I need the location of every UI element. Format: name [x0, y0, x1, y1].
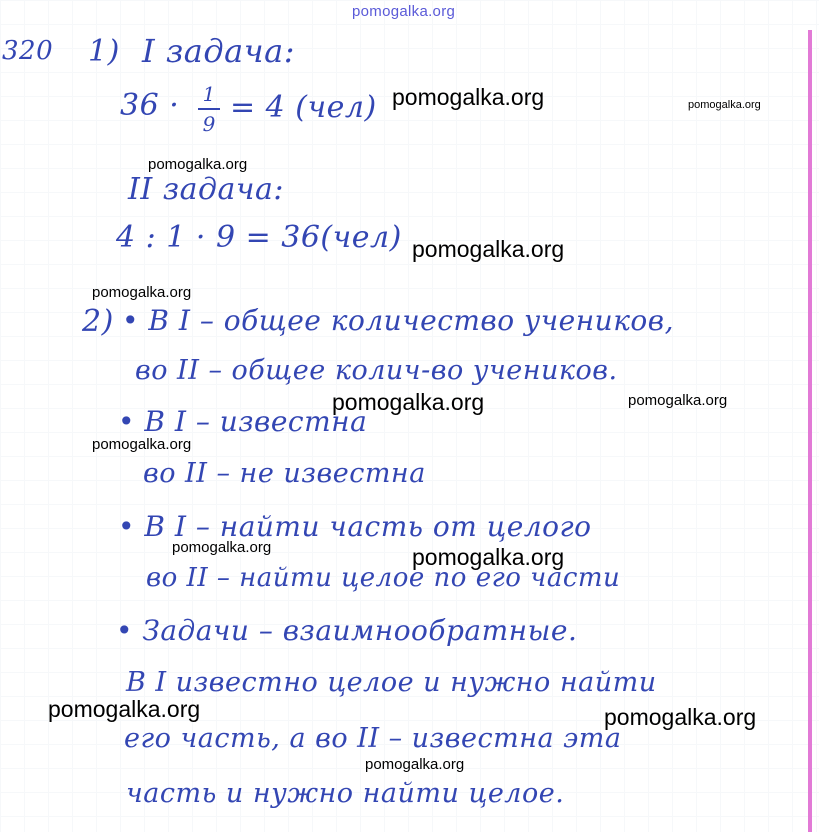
part2-line6: во II – найти целое по его части	[146, 563, 621, 593]
task1-label: I задача:	[142, 32, 295, 70]
watermark: pomogalka.org	[365, 756, 465, 773]
watermark: pomogalka.org	[392, 84, 545, 110]
part2-line9: его часть, а во II – известна эта	[124, 723, 622, 754]
watermark-top: pomogalka.org	[352, 3, 456, 20]
fraction-one-ninth	[198, 82, 220, 136]
task1-expr-start: 36 ·	[120, 88, 180, 123]
fraction-numerator: 1	[202, 82, 216, 106]
watermark: pomogalka.org	[628, 392, 728, 409]
part2-line3: • В I – известна	[118, 405, 368, 438]
part2-line10: часть и нужно найти целое.	[126, 778, 565, 809]
part2-line7: • Задачи – взаимнообратные.	[116, 614, 578, 647]
margin-line	[808, 30, 812, 832]
part1-number: 1)	[88, 34, 120, 69]
part2-line4: во II – не известна	[143, 458, 426, 489]
part2-line1: • В I – общее количество учеников,	[122, 304, 674, 337]
part2-number: 2)	[82, 304, 114, 339]
task2-label: II задача:	[128, 172, 285, 207]
watermark: pomogalka.org	[412, 236, 565, 262]
problem-number: 320	[2, 36, 54, 66]
fraction-denominator: 9	[202, 112, 216, 136]
watermark: pomogalka.org	[92, 284, 192, 301]
part2-line2: во II – общее колич-во учеников.	[135, 355, 618, 386]
task2-expr: 4 : 1 · 9 = 36(чел)	[116, 220, 402, 255]
watermark: pomogalka.org	[688, 99, 761, 111]
part2-line5: • В I – найти часть от целого	[118, 510, 592, 543]
part2-line8: В I известно целое и нужно найти	[126, 667, 657, 698]
watermark: pomogalka.org	[48, 696, 201, 722]
watermark: pomogalka.org	[332, 389, 485, 415]
task1-expr-end: = 4 (чел)	[230, 90, 377, 125]
watermark: pomogalka.org	[172, 539, 272, 556]
watermark: pomogalka.org	[604, 704, 757, 730]
fraction-bar	[198, 108, 220, 110]
watermark: pomogalka.org	[148, 156, 248, 173]
watermark: pomogalka.org	[92, 436, 192, 453]
watermark: pomogalka.org	[412, 544, 565, 570]
